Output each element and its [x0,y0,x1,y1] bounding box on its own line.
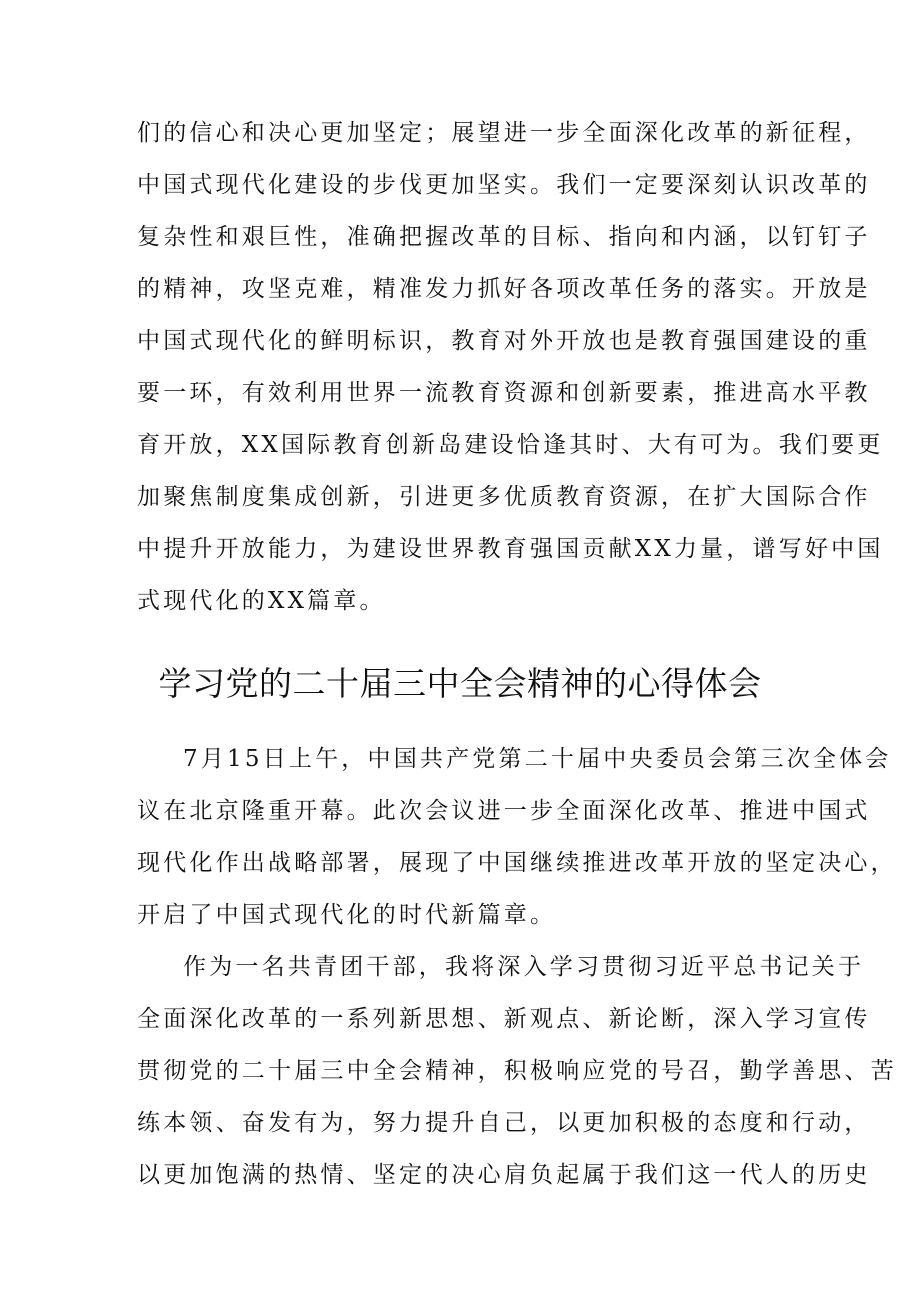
article-title: 学习党的二十届三中全会精神的心得体会 [158,664,762,703]
text-line: 中提升开放能力，为建设世界教育强国贡献XX力量，谱写好中国 [137,536,884,562]
text-line: 练本领、奋发有为，努力提升自己，以更加积极的态度和行动， [137,1110,871,1136]
text-line: 们的信心和决心更加坚定；展望进一步全面深化改革的新征程， [137,120,871,146]
text-line: 贯彻党的二十届三中全会精神，积极响应党的号召，勤学善思、苦 [137,1058,897,1084]
text-line: 育开放，XX国际教育创新岛建设恰逢其时、大有可为。我们要更 [137,432,884,458]
text-line: 复杂性和艰巨性，准确把握改革的目标、指向和内涵，以钉钉子 [137,224,871,250]
text-line: 中国式现代化建设的步伐更加坚实。我们一定要深刻认识改革的 [137,172,871,198]
text-line: 加聚焦制度集成创新，引进更多优质教育资源，在扩大国际合作 [137,484,871,510]
text-line: 作为一名共青团干部，我将深入学习贯彻习近平总书记关于 [183,954,865,980]
text-line: 全面深化改革的一系列新思想、新观点、新论断，深入学习宣传 [137,1006,871,1032]
text-line: 开启了中国式现代化的时代新篇章。 [137,902,557,928]
paragraph-continued [137,107,884,627]
text-line: 中国式现代化的鲜明标识，教育对外开放也是教育强国建设的重 [137,328,871,354]
text-line: 的精神，攻坚克难，精准发力抓好各项改革任务的落实。开放是 [137,276,871,302]
text-line: 式现代化的XX篇章。 [137,588,386,614]
article-body [137,733,897,1201]
text-line: 要一环，有效利用世界一流教育资源和创新要素，推进高水平教 [137,380,871,406]
text-line: 议在北京隆重开幕。此次会议进一步全面深化改革、推进中国式 [137,798,871,824]
text-line: 以更加饱满的热情、坚定的决心肩负起属于我们这一代人的历史 [137,1162,871,1188]
text-line: 现代化作出战略部署，展现了中国继续推进改革开放的坚定决心， [137,850,897,876]
text-line: 7月15日上午，中国共产党第二十届中央委员会第三次全体会 [183,746,892,772]
